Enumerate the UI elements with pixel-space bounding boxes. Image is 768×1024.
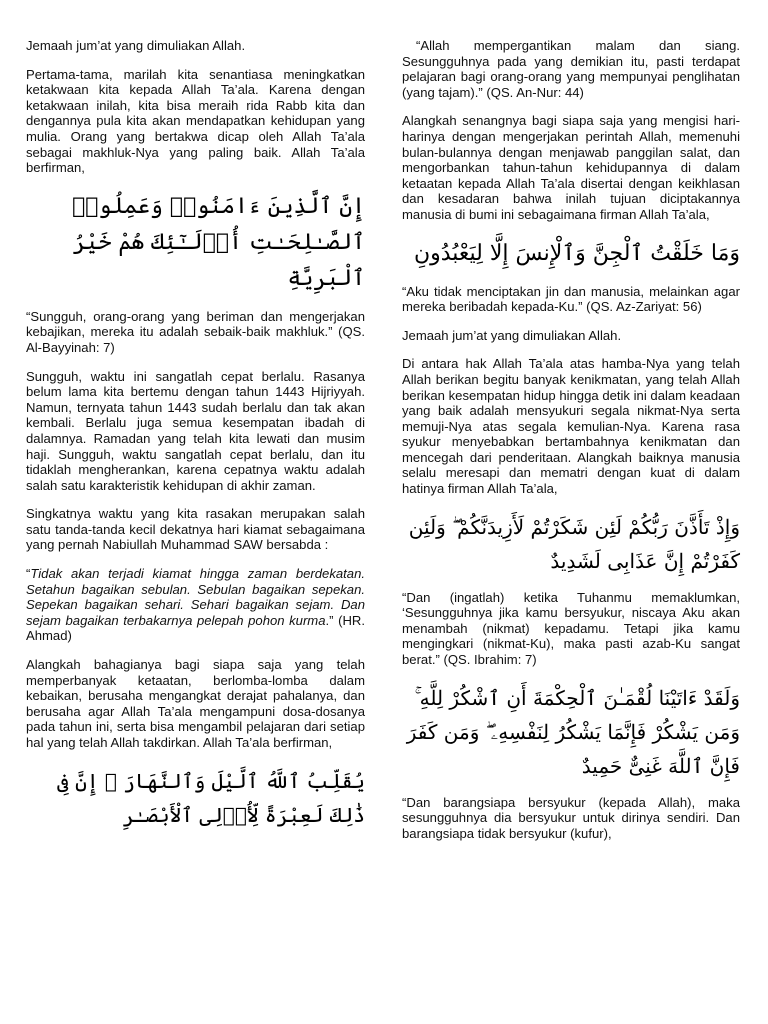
left-column	[26, 38, 365, 844]
ayat-an-nur: يُقَلِّبُ ٱللَّهُ ٱلَّيْلَ وَٱلنَّهَارَ ۚ إِنَّ فِى ذَٰلِكَ لَعِبْرَةً لِّأُو۟لِى ٱلْأَبْصَـٰرِ	[57, 768, 365, 827]
paragraph-waktu: Sungguh, waktu ini sangatlah cepat berlalu. Rasanya belum lama kita bertemu dengan tahun 1443 Hijriyyah. Namun, ternyata tahun 1443 sudah berlalu dan tak akan kembali. Berlalu juga semua kesempatan ibadah di dalamnya. Ramadan yang telah kita lewati dan musim haji. Sungguh, waktu sangatlah cepat berlalu, dan itu tidaklah mengherankan, karena cepatnya waktu adalah salah satu karakteristik kehidupan di akhir zaman.	[26, 368, 365, 493]
hadith-open-quote: “	[26, 566, 31, 582]
paragraph-tujuan: Alangkah senangnya bagi siapa saja yang mengisi hari-harinya dengan mengerjakan perintah Allah, memenuhi bulan-bulannya dengan menjawab panggilan salat, dan mengorbankan tahun-tahun kehidupannya di dalam ketaatan kepada Allah Ta’ala disertai dengan keikhlasan dan kesadaran bahwa inilah tujuan diciptakannya manusia di bumi ini sebagaimana firman Allah Ta’ala,	[402, 113, 740, 222]
ayat-ibrahim: وَإِذْ تَأَذَّنَ رَبُّكُمْ لَئِن شَكَرْتُمْ لَأَزِيدَنَّكُمْ ۖ وَلَئِن كَفَرْتُمْ إِنَّ عَذَابِى لَشَدِيدٌ	[408, 514, 740, 573]
ayat-az-zariyat: وَمَا خَلَقْتُ ٱلْجِنَّ وَٱلْإِنسَ إِلَّا لِيَعْبُدُونِ	[413, 240, 740, 266]
paragraph-taqwa: Pertama-tama, marilah kita senantiasa meningkatkan ketakwaan kita kepada Allah Ta’ala. Karena dengan ketakwaan inilah, kita bisa meraih rida Rabb kita dan dengannya pula kita akan mendapatkan kehidupan yang mulia. Orang yang bertakwa dicap oleh Allah Ta’ala sebagai makhluk-Nya yang paling baik. Allah Ta’ala berfirman,	[26, 66, 365, 176]
hadith-quote	[26, 566, 365, 644]
right-column	[402, 38, 740, 854]
paragraph-tanda-kiamat: Singkatnya waktu yang kita rasakan merupakan salah satu tanda-tanda kecil dekatnya hari kiamat sebagaimana yang pernah Nabiullah Muhammad SAW bersabda :	[26, 506, 365, 553]
greeting: Jemaah jum’at yang dimuliakan Allah.	[26, 38, 246, 53]
greeting-2: Jemaah jum’at yang dimuliakan Allah.	[402, 327, 622, 343]
translation-ibrahim: “Dan (ingatlah) ketika Tuhanmu memaklumkan, ‘Sesungguhnya jika kamu bersyukur, niscaya Aku akan menambah (nikmat) kepadamu. Tetapi jika kamu mengingkari (nikmat-Ku), maka pasti azab-Ku sangat berat.” (QS. Ibrahim: 7)	[402, 589, 740, 668]
translation-az-zariyat: “Aku tidak menciptakan jin dan manusia, melainkan agar mereka beribadah kepada-Ku.” (QS. Az-Zariyat: 56)	[402, 283, 740, 315]
translation-luqman: “Dan barangsiapa bersyukur (kepada Allah), maka sesungguhnya dia bersyukur untuk dirinya sendiri. Dan barangsiapa tidak bersyukur (kufur),	[402, 794, 740, 841]
translation-al-bayyinah: “Sungguh, orang-orang yang beriman dan mengerjakan kebajikan, mereka itu adalah sebaik-baik makhluk.” (QS. Al-Bayyinah: 7)	[26, 308, 365, 355]
paragraph-syukur: Di antara hak Allah Ta’ala atas hamba-Nya yang telah Allah berikan begitu banyak kenikmatan, yang telah Allah berikan kesempatan hidup hingga detik ini dalam keadaan yang baik adalah mensyukuri segala nikmat-Nya serta memuji-Nya atas segala kemulian-Nya. Karena rasa syukur menyebabkan bertambahnya kenikmatan dan mencegah dari penderitaan. Alangkah baiknya manusia selalu meresapi dan mematri dengan kuat di dalam hatinya firman Allah Ta’ala,	[402, 356, 740, 497]
paragraph-ketaatan: Alangkah bahagianya bagi siapa saja yang telah memperbanyak ketaatan, berlomba-lomba dalam kebaikan, berusaha mengangkat derajat pahalanya, dan berusaha agar Allah Ta’ala mengampuni dosa-dosanya pada tahun ini, serta bisa mengambil pelajaran dari setiap hal yang telah Allah takdirkan. Allah Ta’ala berfirman,	[26, 657, 365, 750]
hadith-text: Tidak akan terjadi kiamat hingga zaman berdekatan. Setahun bagaikan sebulan. Sebulan bagaikan sepekan. Sepekan bagaikan sehari. Sehari bagaikan sejam. Dan sejam bagaikan terbakarnya pelepah pohon kurma	[26, 566, 365, 628]
hadith-source: .” (HR. Ahmad)	[26, 612, 366, 644]
ayat-al-bayyinah: إِنَّ ٱلَّذِينَ ءَامَنُوا۟ وَعَمِلُوا۟ ٱلصَّـٰلِحَـٰتِ أُو۟لَـٰٓئِكَ هُمْ خَيْرُ ٱلْبَرِيَّةِ	[72, 193, 365, 291]
translation-an-nur: “Allah mempergantikan malam dan siang. Sesungguhnya pada yang demikian itu, pasti terdapat pelajaran bagi orang-orang yang mempunyai penglihatan (yang tajam).” (QS. An-Nur: 44)	[402, 38, 740, 100]
ayat-luqman: وَلَقَدْ ءَاتَيْنَا لُقْمَـٰنَ ٱلْحِكْمَةَ أَنِ ٱشْكُرْ لِلَّهِ ۚ وَمَن يَشْكُرْ فَإِنَّمَا يَشْكُرُ لِنَفْسِهِۦ ۖ وَمَن كَفَرَ فَإِنَّ ٱللَّهَ غَنِىٌّ حَمِيدٌ	[406, 685, 740, 778]
